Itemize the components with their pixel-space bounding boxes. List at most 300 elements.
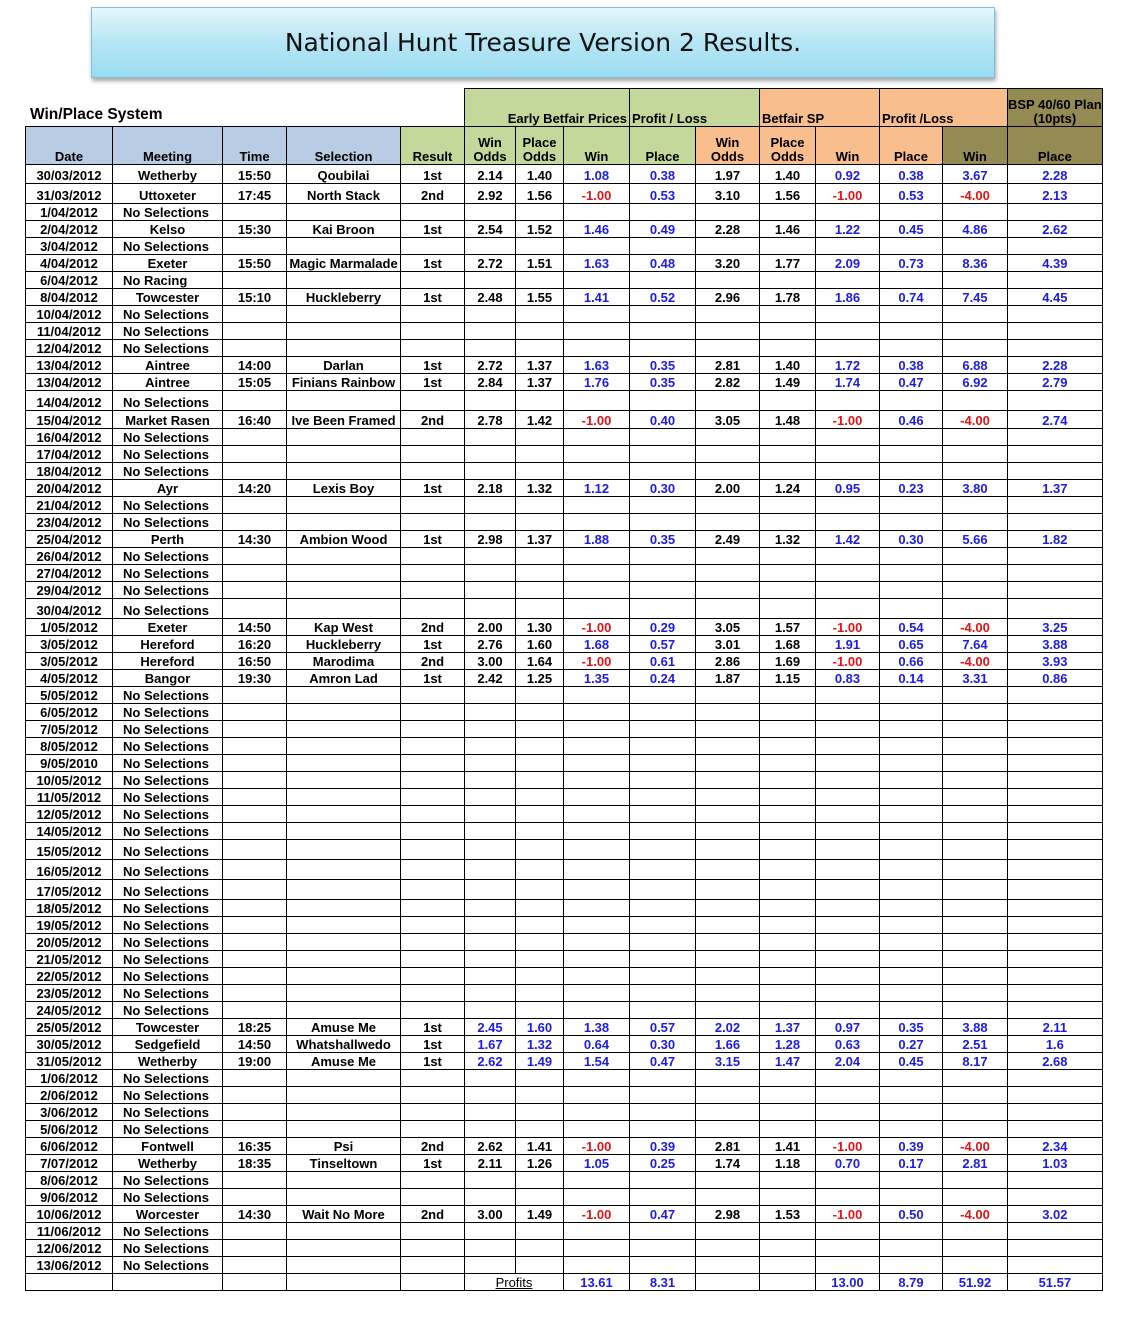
cell-pl-win [564,772,630,789]
cell-selection [287,204,401,221]
cell-meeting: No Selections [113,900,223,917]
table-row [26,531,1103,548]
cell-pl2-place [880,704,943,721]
cell-plan-place [1008,1189,1103,1206]
cell-plan-win [943,917,1008,934]
cell-date: 13/04/2012 [26,357,113,374]
cell-time: 14:30 [223,531,287,548]
cell-date: 8/05/2012 [26,738,113,755]
bsp-plan-header [1008,89,1103,127]
cell-result [401,951,465,968]
cell-e-win [465,238,516,255]
cell-pl-place: 0.52 [630,289,696,306]
cell-time [223,880,287,900]
cell-meeting: No Selections [113,985,223,1002]
cell-bsp-place [760,1087,816,1104]
cell-e-win [465,1087,516,1104]
cell-result [401,497,465,514]
cell-date: 12/06/2012 [26,1240,113,1257]
cell-meeting: Exeter [113,619,223,636]
cell-plan-place [1008,806,1103,823]
cell-date: 17/05/2012 [26,880,113,900]
cell-e-place [516,1104,564,1121]
cell-plan-place [1008,823,1103,840]
cell-plan-win [943,497,1008,514]
cell-date: 14/05/2012 [26,823,113,840]
cell-time: 15:50 [223,255,287,272]
cell-e-win [465,1070,516,1087]
cell-meeting: No Selections [113,582,223,599]
cell-bsp-place [760,548,816,565]
cell-meeting: No Selections [113,721,223,738]
cell-pl-win: -1.00 [564,1138,630,1155]
cell-meeting: No Selections [113,446,223,463]
cell-e-place [516,755,564,772]
cell-pl-win [564,323,630,340]
cell-pl2-place: 0.47 [880,374,943,391]
cell-bsp-place [760,599,816,619]
table-row [26,619,1103,636]
cell-e-place [516,985,564,1002]
cell-plan-place: 3.93 [1008,653,1103,670]
cell-e-place [516,1240,564,1257]
cell-date: 20/04/2012 [26,480,113,497]
cell-pl-place [630,900,696,917]
cell-time [223,514,287,531]
table-row [26,429,1103,446]
cell-pl2-win: 1.74 [816,374,880,391]
cell-e-win [465,582,516,599]
cell-meeting: No Selections [113,840,223,860]
cell-pl-place: 0.47 [630,1053,696,1070]
cell-date: 13/04/2012 [26,374,113,391]
cell-date: 31/05/2012 [26,1053,113,1070]
cell-meeting: No Selections [113,1189,223,1206]
cell-selection [287,1121,401,1138]
cell-pl-win [564,1002,630,1019]
cell-pl2-place [880,917,943,934]
cell-time: 15:50 [223,165,287,184]
cell-time [223,860,287,880]
cell-meeting: No Selections [113,968,223,985]
cell-e-place: 1.32 [516,480,564,497]
cell-plan-place [1008,1240,1103,1257]
cell-pl2-win [816,497,880,514]
cell-meeting: Uttoxeter [113,184,223,204]
cell-time: 14:50 [223,619,287,636]
cell-date: 30/03/2012 [26,165,113,184]
cell-e-win [465,463,516,480]
cell-pl2-place [880,934,943,951]
cell-e-place [516,548,564,565]
cell-e-place [516,789,564,806]
cell-result [401,238,465,255]
cell-pl2-win: 2.09 [816,255,880,272]
cell-plan-win [943,306,1008,323]
cell-e-place: 1.49 [516,1206,564,1223]
cell-e-win [465,704,516,721]
cell-pl2-win [816,582,880,599]
cell-bsp-place [760,391,816,411]
cell-pl-place [630,951,696,968]
cell-plan-place: 0.86 [1008,670,1103,687]
cell-pl-place [630,823,696,840]
cell-result: 2nd [401,1138,465,1155]
cell-e-win [465,917,516,934]
cell-selection [287,446,401,463]
cell-plan-place [1008,497,1103,514]
cell-bsp-win: 2.81 [696,357,760,374]
cell-pl-place [630,1189,696,1206]
cell-e-place: 1.42 [516,411,564,429]
cell-result [401,599,465,619]
cell-plan-win [943,548,1008,565]
cell-pl-win [564,1189,630,1206]
cell-e-place [516,565,564,582]
cell-pl-win: 1.05 [564,1155,630,1172]
cell-selection: Darlan [287,357,401,374]
cell-plan-win [943,985,1008,1002]
cell-pl-place [630,204,696,221]
cell-plan-win [943,514,1008,531]
cell-pl2-place [880,1121,943,1138]
table-row [26,221,1103,238]
cell-e-place [516,880,564,900]
cell-e-win [465,599,516,619]
cell-e-win [465,1240,516,1257]
cell-meeting: Kelso [113,221,223,238]
cell-bsp-place: 1.24 [760,480,816,497]
cell-result [401,840,465,860]
cell-bsp-place: 1.48 [760,411,816,429]
cell-pl2-win [816,704,880,721]
results-body [26,165,1103,1274]
cell-e-place [516,497,564,514]
cell-pl2-place: 0.50 [880,1206,943,1223]
cell-meeting: Aintree [113,357,223,374]
cell-plan-place [1008,582,1103,599]
cell-bsp-win: 2.86 [696,653,760,670]
cell-e-win: 2.42 [465,670,516,687]
cell-result [401,985,465,1002]
cell-plan-win [943,582,1008,599]
cell-time [223,772,287,789]
cell-plan-place: 2.68 [1008,1053,1103,1070]
cell-pl-place [630,968,696,985]
cell-pl-place [630,497,696,514]
cell-time [223,687,287,704]
cell-pl-win [564,204,630,221]
cell-e-win [465,721,516,738]
cell-e-win: 2.92 [465,184,516,204]
table-row [26,951,1103,968]
cell-bsp-place [760,823,816,840]
cell-e-place: 1.40 [516,165,564,184]
col-plan-place: Place [1008,127,1103,165]
cell-e-win [465,1257,516,1274]
cell-bsp-place [760,1121,816,1138]
cell-meeting: Perth [113,531,223,548]
cell-bsp-place: 1.78 [760,289,816,306]
cell-result: 2nd [401,1206,465,1223]
cell-time [223,1240,287,1257]
cell-meeting: No Selections [113,514,223,531]
cell-time [223,917,287,934]
cell-e-place [516,1002,564,1019]
cell-date: 8/06/2012 [26,1172,113,1189]
cell-plan-place [1008,772,1103,789]
cell-pl2-place [880,565,943,582]
cell-pl-win [564,968,630,985]
cell-selection [287,1240,401,1257]
cell-time [223,1223,287,1240]
cell-time [223,1070,287,1087]
cell-pl-place [630,391,696,411]
cell-bsp-win [696,391,760,411]
cell-meeting: Towcester [113,1019,223,1036]
cell-pl-place: 0.30 [630,1036,696,1053]
cell-selection: Tinseltown [287,1155,401,1172]
cell-time [223,823,287,840]
cell-selection [287,772,401,789]
cell-date: 31/03/2012 [26,184,113,204]
cell-time [223,704,287,721]
cell-selection [287,917,401,934]
cell-e-place [516,687,564,704]
cell-bsp-win: 2.02 [696,1019,760,1036]
cell-meeting: No Selections [113,1240,223,1257]
cell-meeting: No Selections [113,1121,223,1138]
cell-pl-win [564,391,630,411]
cell-time [223,306,287,323]
cell-pl-win: 1.76 [564,374,630,391]
cell-bsp-win [696,323,760,340]
cell-pl-win [564,548,630,565]
cell-pl-place [630,548,696,565]
cell-bsp-win: 2.00 [696,480,760,497]
cell-result [401,323,465,340]
cell-bsp-place [760,446,816,463]
cell-plan-place [1008,789,1103,806]
cell-selection [287,391,401,411]
cell-meeting: No Selections [113,860,223,880]
cell-plan-win: -4.00 [943,653,1008,670]
cell-plan-win: -4.00 [943,411,1008,429]
cell-pl-win [564,721,630,738]
cell-date: 15/05/2012 [26,840,113,860]
cell-result [401,1104,465,1121]
cell-e-place: 1.64 [516,653,564,670]
cell-meeting: No Selections [113,340,223,357]
table-row [26,238,1103,255]
cell-e-win [465,934,516,951]
cell-e-place: 1.56 [516,184,564,204]
cell-bsp-win [696,1002,760,1019]
cell-pl2-place [880,860,943,880]
cell-result [401,582,465,599]
table-row [26,823,1103,840]
cell-e-win [465,446,516,463]
cell-plan-win [943,1070,1008,1087]
cell-plan-win [943,1087,1008,1104]
cell-selection [287,687,401,704]
cell-date: 1/04/2012 [26,204,113,221]
cell-time [223,582,287,599]
cell-pl-place [630,306,696,323]
cell-pl2-place [880,463,943,480]
cell-e-win [465,687,516,704]
cell-meeting: No Selections [113,738,223,755]
cell-plan-win: 2.51 [943,1036,1008,1053]
table-row [26,1138,1103,1155]
table-row [26,391,1103,411]
cell-plan-place [1008,446,1103,463]
cell-pl-win: 1.46 [564,221,630,238]
cell-plan-win: 2.81 [943,1155,1008,1172]
cell-plan-win [943,446,1008,463]
cell-e-win [465,1223,516,1240]
table-row [26,1087,1103,1104]
table-row [26,480,1103,497]
cell-bsp-win [696,934,760,951]
cell-date: 19/05/2012 [26,917,113,934]
cell-plan-place [1008,429,1103,446]
cell-e-place [516,323,564,340]
cell-pl-place: 0.57 [630,636,696,653]
cell-e-place: 1.37 [516,357,564,374]
cell-pl-win: -1.00 [564,653,630,670]
cell-plan-place: 1.82 [1008,531,1103,548]
cell-selection [287,582,401,599]
cell-time: 16:35 [223,1138,287,1155]
cell-time [223,985,287,1002]
results-table [25,88,1103,1291]
cell-pl2-win: -1.00 [816,619,880,636]
cell-pl2-place [880,880,943,900]
cell-plan-win: 7.64 [943,636,1008,653]
cell-plan-place [1008,1257,1103,1274]
cell-meeting: No Selections [113,772,223,789]
cell-e-place: 1.51 [516,255,564,272]
cell-selection [287,1223,401,1240]
cell-date: 15/04/2012 [26,411,113,429]
cell-pl2-win [816,238,880,255]
cell-result [401,565,465,582]
cell-pl-win [564,934,630,951]
cell-bsp-win: 3.01 [696,636,760,653]
cell-selection: Amuse Me [287,1019,401,1036]
cell-e-place: 1.52 [516,221,564,238]
cell-pl2-win [816,738,880,755]
cell-e-win [465,429,516,446]
cell-e-place [516,429,564,446]
cell-pl-place: 0.48 [630,255,696,272]
col-time: Time [223,127,287,165]
cell-e-win: 2.54 [465,221,516,238]
cell-plan-win [943,1002,1008,1019]
cell-pl-win: 1.63 [564,255,630,272]
cell-selection [287,238,401,255]
cell-bsp-win [696,1240,760,1257]
cell-plan-win [943,1189,1008,1206]
cell-meeting: Ayr [113,480,223,497]
page-title: National Hunt Treasure Version 2 Results. [284,28,802,57]
cell-pl2-win [816,721,880,738]
col-bsp-place-odds: Place Odds [760,127,816,165]
cell-selection: Kap West [287,619,401,636]
cell-pl-place [630,1070,696,1087]
table-row [26,860,1103,880]
cell-result [401,1240,465,1257]
cell-pl2-place: 0.27 [880,1036,943,1053]
cell-plan-place: 1.03 [1008,1155,1103,1172]
cell-pl2-place [880,582,943,599]
cell-pl2-place [880,391,943,411]
cell-e-place: 1.37 [516,374,564,391]
cell-result [401,772,465,789]
cell-pl2-place [880,772,943,789]
table-row [26,184,1103,204]
cell-plan-place: 2.13 [1008,184,1103,204]
col-early-win-odds: Win Odds [465,127,516,165]
cell-e-place [516,1189,564,1206]
cell-result: 2nd [401,411,465,429]
table-row [26,255,1103,272]
cell-e-place [516,951,564,968]
totals-row [26,1274,1103,1291]
table-row [26,1223,1103,1240]
cell-bsp-place [760,687,816,704]
cell-pl2-place: 0.23 [880,480,943,497]
cell-plan-place [1008,738,1103,755]
cell-meeting: Market Rasen [113,411,223,429]
cell-plan-place [1008,985,1103,1002]
cell-meeting: No Selections [113,497,223,514]
cell-date: 10/05/2012 [26,772,113,789]
cell-time: 16:50 [223,653,287,670]
cell-pl2-win [816,272,880,289]
col-date: Date [26,127,113,165]
cell-pl-place [630,880,696,900]
cell-meeting: No Selections [113,880,223,900]
cell-result: 1st [401,165,465,184]
cell-pl2-win [816,772,880,789]
cell-meeting: No Selections [113,934,223,951]
cell-bsp-place [760,880,816,900]
cell-bsp-win [696,1087,760,1104]
cell-bsp-place [760,951,816,968]
cell-time [223,599,287,619]
cell-bsp-place [760,238,816,255]
cell-pl2-win: 1.86 [816,289,880,306]
cell-e-place [516,514,564,531]
table-row [26,1172,1103,1189]
cell-result [401,917,465,934]
cell-selection [287,860,401,880]
cell-pl-win [564,1223,630,1240]
cell-plan-win: 3.31 [943,670,1008,687]
cell-time [223,204,287,221]
cell-result [401,900,465,917]
cell-e-win [465,391,516,411]
cell-e-place [516,968,564,985]
cell-result [401,1172,465,1189]
cell-pl2-win: -1.00 [816,1206,880,1223]
cell-bsp-win: 1.74 [696,1155,760,1172]
cell-pl2-place [880,687,943,704]
cell-time: 15:05 [223,374,287,391]
cell-plan-place: 2.62 [1008,221,1103,238]
